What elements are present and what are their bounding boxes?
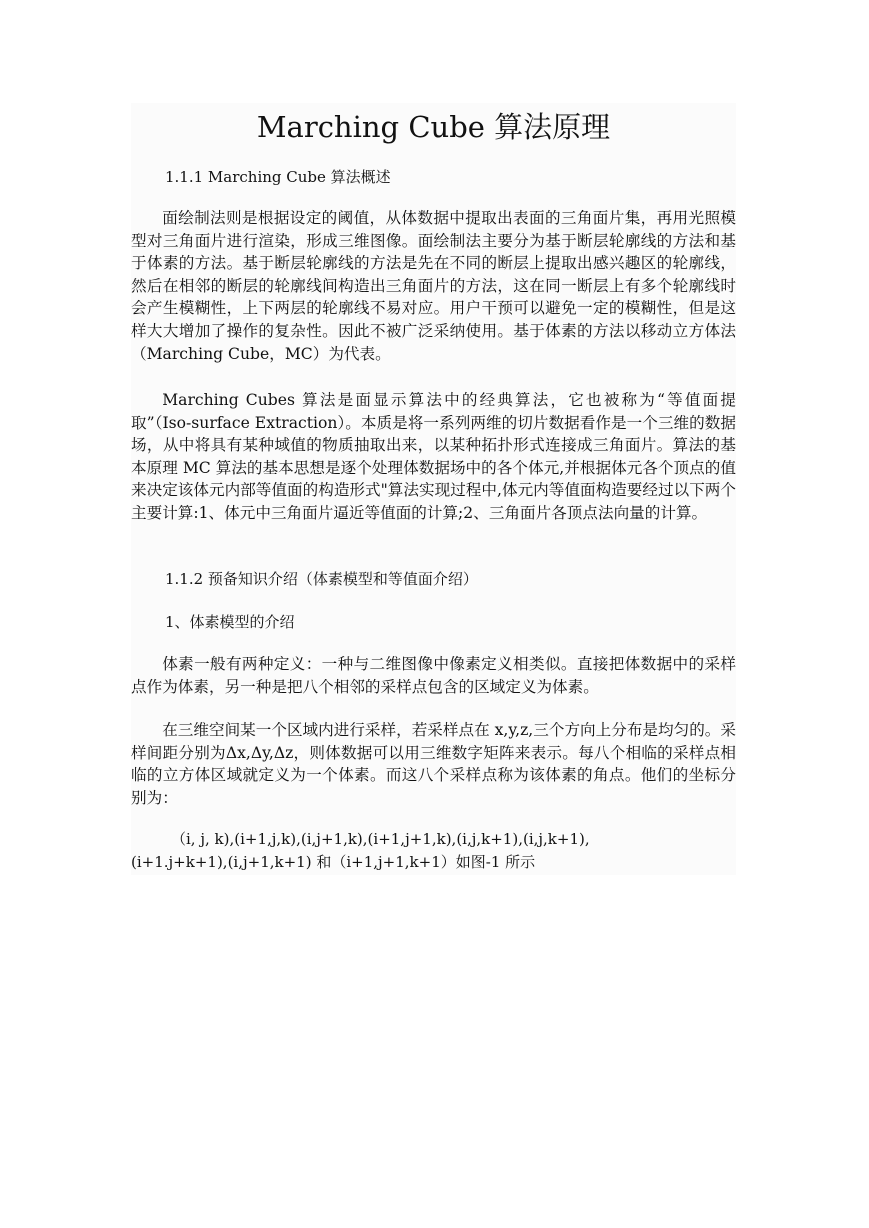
subsection-heading-voxel-model: 1、体素模型的介绍 bbox=[165, 613, 295, 631]
voxel-corner-coordinates bbox=[131, 828, 736, 873]
paragraph-voxel-definition: 体素一般有两种定义：一种与二维图像中像素定义相类似。直接把体数据中的采样点作为体素，另一种是把八个相邻的采样点包含的区域定义为体素。 bbox=[131, 655, 736, 696]
section-heading-1-1-1: 1.1.1 Marching Cube 算法概述 bbox=[165, 168, 391, 186]
section-heading-1-1-2: 1.1.2 预备知识介绍（体素模型和等值面介绍） bbox=[165, 570, 478, 588]
paragraph-surface-rendering: 面绘制法则是根据设定的阈值，从体数据中提取出表面的三角面片集，再用光照模型对三角面片进行渲染，形成三维图像。面绘制法主要分为基于断层轮廓线的方法和基于体素的方法。基于断层轮廓线的方法是先在不同的断层上提取出感兴趣区的轮廓线，然后在相邻的断层的轮廓线间构造出三角面片的方法，这在同一断层上有多个轮廓线时会产生模糊性，上下两层的轮廓线不易对应。用户干预可以避免一定的模糊性，但是这样大大增加了操作的复杂性。因此不被广泛采纳使用。基于体素的方法以移动立方体法（Marching Cube，MC）为代表。 bbox=[131, 209, 736, 363]
document-page bbox=[131, 103, 736, 875]
paragraph-sampling: 在三维空间某一个区域内进行采样，若采样点在 x,y,z,三个方向上分布是均匀的。采样间距分别为Δx,Δy,Δz，则体数据可以用三维数字矩阵来表示。每八个相临的采样点相临的立方体区域就定义为一个体素。而这八个采样点称为该体素的角点。他们的坐标分别为： bbox=[131, 721, 736, 807]
document-title: Marching Cube 算法原理 bbox=[256, 110, 611, 144]
coordinates-line: （i, j, k),(i+1,j,k),(i,j+1,k),(i+1,j+1,k),(i,j,k+1),(i,j,k+1), bbox=[171, 830, 590, 848]
coordinates-line: (i+1.j+k+1),(i,j+1,k+1) 和（i+1,j+1,k+1）如图-1 所示 bbox=[131, 852, 536, 871]
paragraph-marching-cubes: Marching Cubes 算法是面显示算法中的经典算法，它也被称为“等值面提取”（Iso-surface Extraction）。本质是将一系列两维的切片数据看作是一个三维的数据场，从中将具有某种域值的物质抽取出来，以某种拓扑形式连接成三角面片。算法的基本原理 MC 算法的基本思想是逐个处理体数据场中的各个体元,并根据体元各个顶点的值来决定该体元内部等值面的构造形式"算法实现过程中,体元内等值面构造要经过以下两个主要计算:1、体元中三角面片逼近等值面的计算;2、三角面片各顶点法向量的计算。 bbox=[131, 391, 736, 522]
